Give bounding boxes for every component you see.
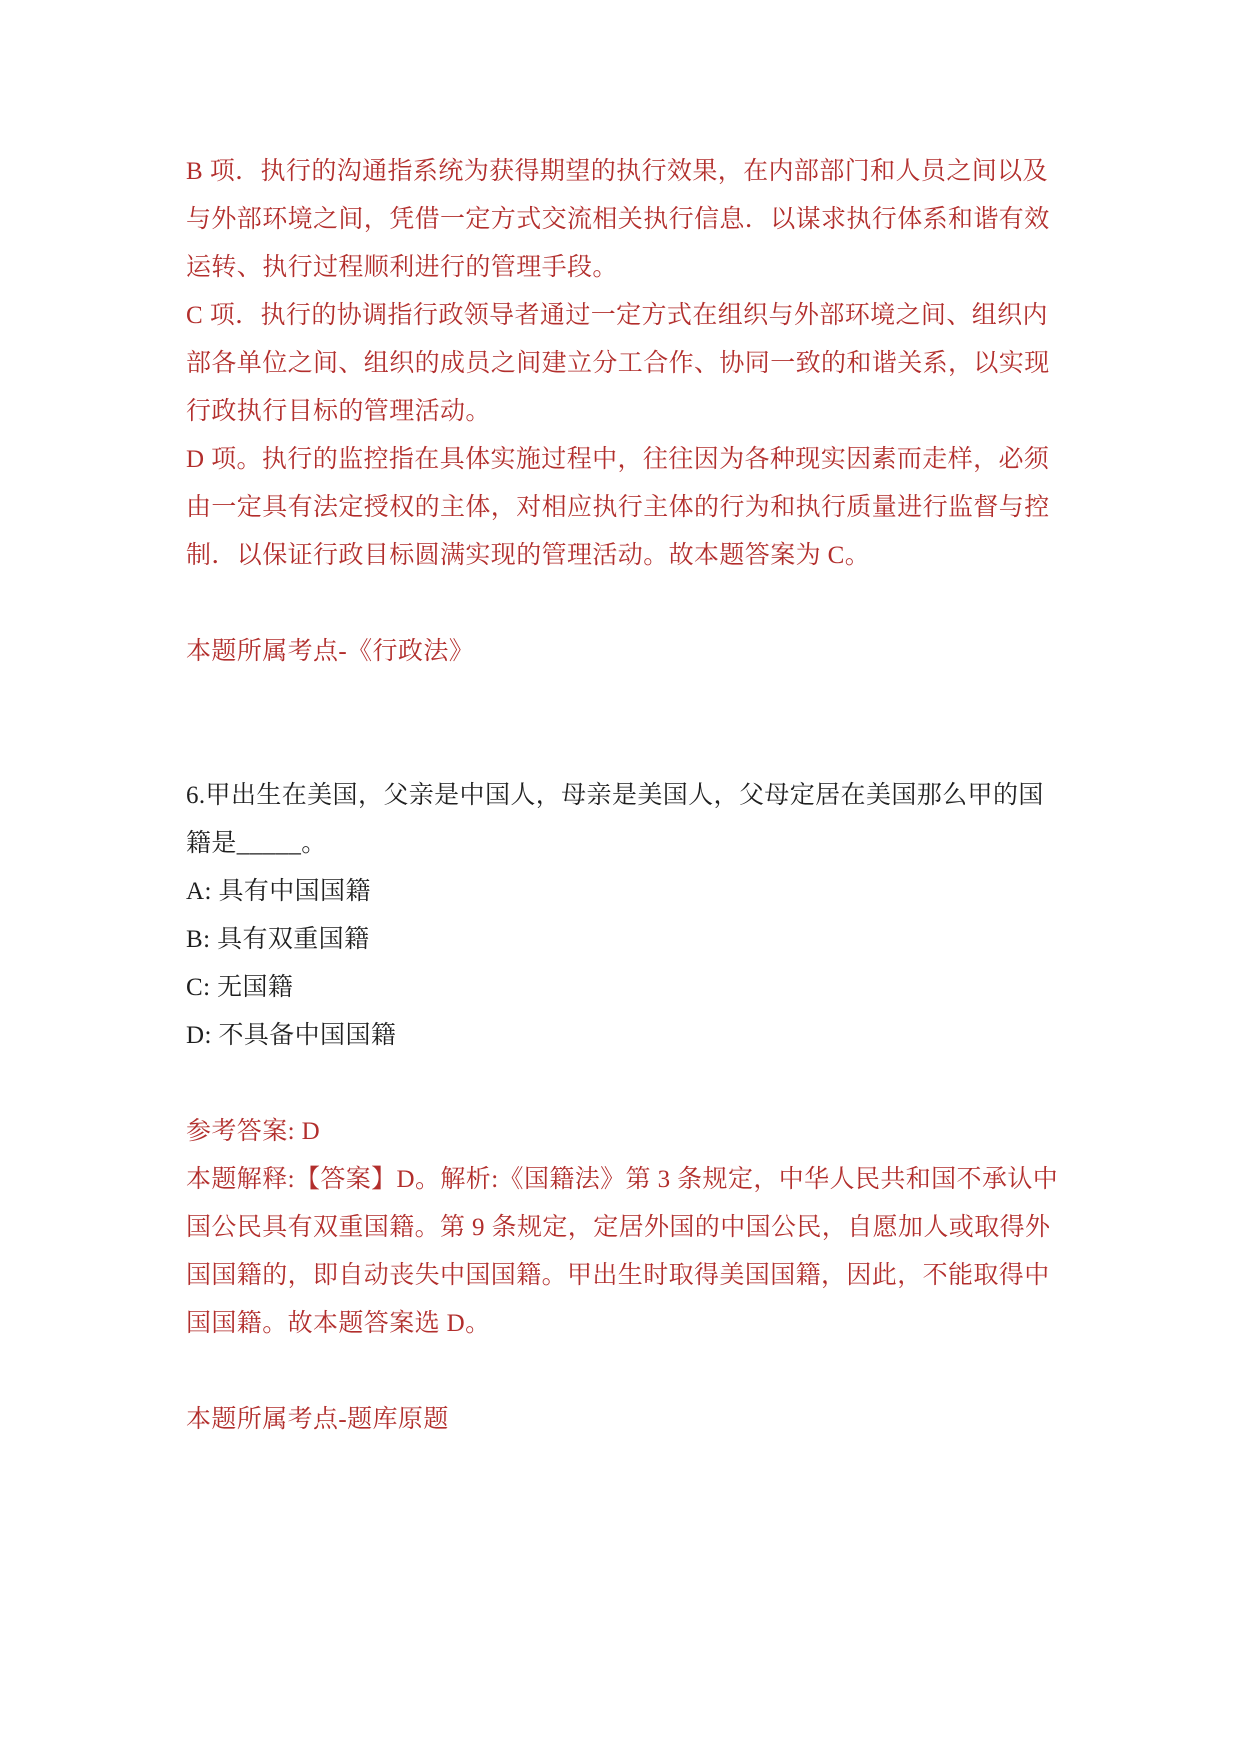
option-c: C: 无国籍	[186, 974, 294, 1001]
prev-explanation-line: D 项。执行的监控指在具体实施过程中，往往因为各种现实因素而走样，必须	[186, 446, 1050, 473]
explanation-line: 本题解释:【答案】D。解析:《国籍法》第 3 条规定，中华人民共和国不承认中	[186, 1166, 1059, 1193]
option-b: B: 具有双重国籍	[186, 926, 370, 953]
prev-explanation-line: 由一定具有法定授权的主体，对相应执行主体的行为和执行质量进行监督与控	[186, 494, 1050, 521]
reference-answer-line: 参考答案: D	[186, 1118, 321, 1145]
question-stem-line: 6.甲出生在美国，父亲是中国人，母亲是美国人，父母定居在美国那么甲的国	[186, 782, 1044, 809]
prev-explanation-line: C 项．执行的协调指行政领导者通过一定方式在组织与外部环境之间、组织内	[186, 302, 1048, 329]
prev-explanation-line: B 项．执行的沟通指系统为获得期望的执行效果，在内部部门和人员之间以及	[186, 158, 1048, 185]
prev-explanation-line: 与外部环境之间，凭借一定方式交流相关执行信息．以谋求执行体系和谐有效	[186, 206, 1050, 233]
option-a: A: 具有中国国籍	[186, 878, 371, 905]
explanation-line: 国公民具有双重国籍。第 9 条规定，定居外国的中国公民，自愿加人或取得外	[186, 1214, 1051, 1241]
topic-line: 本题所属考点-题库原题	[186, 1406, 449, 1433]
prev-explanation-line: 部各单位之间、组织的成员之间建立分工合作、协同一致的和谐关系，以实现	[186, 350, 1050, 377]
prev-explanation-line: 制．以保证行政目标圆满实现的管理活动。故本题答案为 C。	[186, 542, 871, 569]
prev-explanation-line: 运转、执行过程顺利进行的管理手段。	[186, 254, 618, 281]
explanation-line: 国国籍的，即自动丧失中国国籍。甲出生时取得美国国籍，因此，不能取得中	[186, 1262, 1050, 1289]
explanation-line: 国国籍。故本题答案选 D。	[186, 1310, 491, 1337]
question-stem-line: 籍是_____。	[186, 830, 327, 857]
document-content	[186, 148, 1086, 1444]
option-d: D: 不具备中国国籍	[186, 1022, 397, 1049]
prev-explanation-line: 行政执行目标的管理活动。	[186, 398, 491, 425]
prev-topic-line: 本题所属考点-《行政法》	[186, 638, 475, 665]
